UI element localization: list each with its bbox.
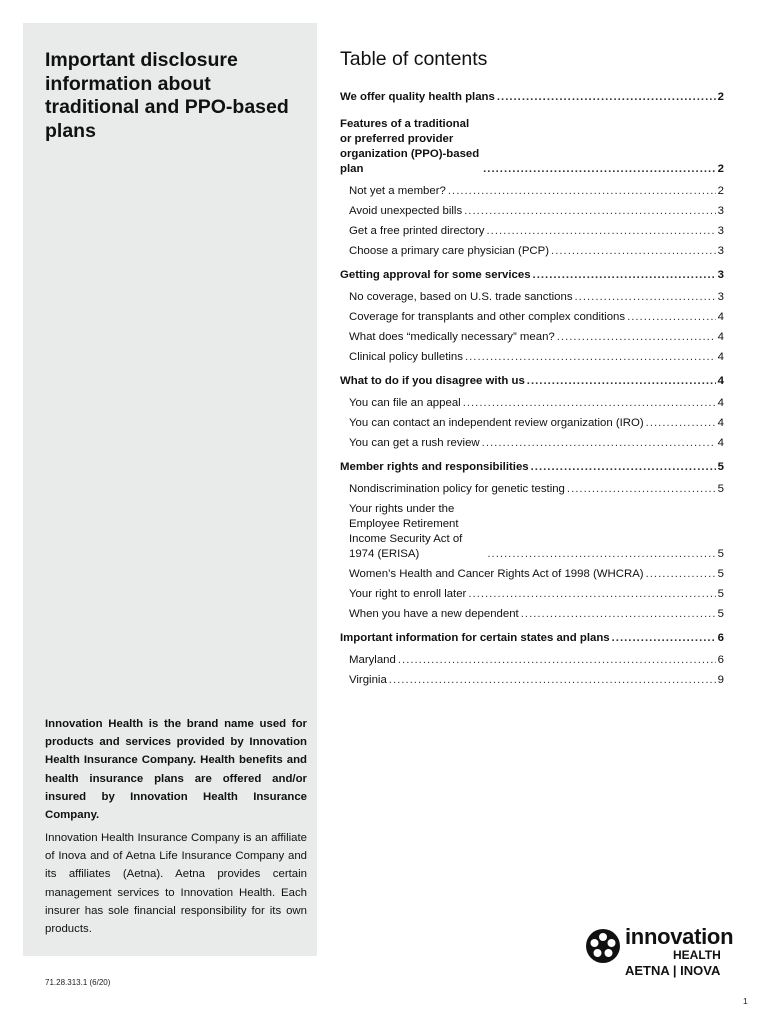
toc-subsection-entry[interactable] — [340, 310, 724, 325]
toc-leader-dots — [464, 204, 716, 219]
toc-leader-dots — [389, 673, 716, 688]
sidebar-panel — [23, 23, 317, 956]
toc-leader-dots — [557, 330, 716, 345]
toc-entry-page: 4 — [717, 351, 724, 363]
toc-leader-dots — [646, 416, 716, 431]
toc-entry-page: 5 — [717, 461, 724, 473]
toc-leader-dots — [482, 436, 716, 451]
toc-entry-label: Avoid unexpected bills — [349, 205, 463, 217]
toc-entry-page: 2 — [717, 185, 724, 197]
toc-leader-dots — [487, 224, 716, 239]
toc-subsection-entry[interactable] — [340, 653, 724, 668]
toc-subsection-entry[interactable] — [340, 587, 724, 602]
toc-leader-dots — [551, 244, 716, 259]
toc-leader-dots — [468, 587, 715, 602]
toc-heading: Table of contents — [340, 48, 488, 70]
toc-subsection-entry[interactable] — [340, 290, 724, 305]
logo-health: HEALTH — [673, 948, 721, 962]
toc-subsection-entry[interactable] — [340, 396, 724, 411]
toc-subsection-entry[interactable] — [340, 350, 724, 365]
toc-subsection-entry[interactable] — [340, 673, 724, 688]
toc-entry-page: 4 — [717, 331, 724, 343]
toc-entry-page: 2 — [717, 91, 724, 103]
toc-leader-dots — [527, 374, 716, 389]
toc-section-entry[interactable] — [340, 460, 724, 475]
toc-entry-label: Coverage for transplants and other complex conditions — [349, 311, 626, 323]
toc-entry-label: You can contact an independent review organization (IRO) — [349, 417, 644, 429]
toc-leader-dots — [533, 268, 716, 283]
toc-subsection-entry[interactable] — [340, 330, 724, 345]
toc-entry-page: 4 — [717, 375, 724, 387]
toc-entry-label: Maryland — [349, 654, 396, 666]
toc-entry-label: Member rights and responsibilities — [340, 461, 529, 473]
toc-entry-label: Women’s Health and Cancer Rights Act of 1998 (WHCRA) — [349, 568, 644, 580]
toc-leader-dots — [612, 631, 716, 646]
toc-section-entry[interactable] — [340, 268, 724, 283]
toc-entry-label: Nondiscrimination policy for genetic testing — [349, 483, 565, 495]
toc-entry-page: 4 — [717, 417, 724, 429]
toc-entry-page: 3 — [717, 291, 724, 303]
toc-subsection-entry[interactable] — [340, 184, 724, 199]
toc-entry-page: 4 — [717, 437, 724, 449]
toc-subsection-entry[interactable] — [340, 244, 724, 259]
toc-entry-page: 4 — [717, 397, 724, 409]
toc-leader-dots — [448, 184, 716, 199]
toc-leader-dots — [463, 396, 716, 411]
toc-entry-page: 5 — [717, 608, 724, 620]
brand-statement: Innovation Health is the brand name used for products and services provided by Innovation Health Insurance Company. Health benefits and health insurance plans are offered and/or insured by Innovation Health Insurance Company. — [45, 718, 307, 822]
toc-entry-label: Getting approval for some services — [340, 269, 531, 281]
toc-subsection-entry[interactable] — [340, 416, 724, 431]
toc-entry-label: No coverage, based on U.S. trade sanctions — [349, 291, 573, 303]
toc-entry-label: Your right to enroll later — [349, 588, 467, 600]
toc-entry-label: Clinical policy bulletins — [349, 351, 463, 363]
toc-entry-label: What does “medically necessary” mean? — [349, 331, 555, 343]
toc-section-entry[interactable] — [340, 117, 724, 177]
toc-leader-dots — [521, 607, 716, 622]
toc-subsection-entry[interactable] — [340, 224, 724, 239]
toc-leader-dots — [483, 162, 716, 177]
toc-entry-page: 3 — [717, 245, 724, 257]
toc-leader-dots — [627, 310, 716, 325]
toc-leader-dots — [531, 460, 716, 475]
toc-section-entry[interactable] — [340, 374, 724, 389]
toc-entry-page: 4 — [717, 311, 724, 323]
toc-entry-page: 6 — [717, 632, 724, 644]
toc-entry-label: Virginia — [349, 674, 387, 686]
toc-entry-page: 5 — [717, 588, 724, 600]
toc-entry-label: You can get a rush review — [349, 437, 480, 449]
toc-entry-label: Get a free printed directory — [349, 225, 485, 237]
toc-entry-page: 3 — [717, 225, 724, 237]
toc-leader-dots — [646, 567, 716, 582]
toc-subsection-entry[interactable] — [340, 502, 724, 562]
toc-section-entry[interactable] — [340, 90, 724, 105]
toc-leader-dots — [497, 90, 716, 105]
toc-list — [340, 90, 724, 688]
innovation-health-logo — [585, 924, 734, 980]
document-title: Important disclosure information about traditional and PPO-based plans — [45, 49, 289, 142]
toc-subsection-entry[interactable] — [340, 436, 724, 451]
toc-leader-dots — [398, 653, 716, 668]
toc-subsection-entry[interactable] — [340, 567, 724, 582]
toc-entry-page: 6 — [717, 654, 724, 666]
logo-mark-icon — [585, 928, 621, 964]
logo-wordmark: innovation — [625, 924, 734, 949]
toc-leader-dots — [567, 482, 716, 497]
logo-partners: AETNA | INOVA — [625, 963, 721, 978]
affiliate-statement: Innovation Health Insurance Company is an affiliate of Inova and of Aetna Life Insurance Company and its affiliates (Aetna). Aetna provides certain management services to Innovation Health. Each insurer has sole financial responsibility for its own products. — [45, 832, 307, 936]
toc-section-entry[interactable] — [340, 631, 724, 646]
toc-leader-dots — [487, 547, 715, 562]
toc-subsection-entry[interactable] — [340, 607, 724, 622]
toc-entry-label: Important information for certain states and plans — [340, 632, 610, 644]
toc-entry-label: Not yet a member? — [349, 185, 446, 197]
toc-entry-label: We offer quality health plans — [340, 91, 495, 103]
toc-entry-page: 3 — [717, 205, 724, 217]
toc-entry-page: 9 — [717, 674, 724, 686]
toc-entry-label: Features of a traditional or preferred provider organization (PPO)-based plan — [340, 118, 480, 175]
page-number: 1 — [743, 996, 748, 1006]
toc-entry-page: 5 — [717, 548, 724, 560]
toc-leader-dots — [465, 350, 716, 365]
toc-entry-page: 3 — [717, 269, 724, 281]
table-of-contents — [340, 46, 724, 693]
document-code: 71.28.313.1 (6/20) — [45, 978, 111, 987]
toc-subsection-entry[interactable] — [340, 204, 724, 219]
toc-entry-page: 2 — [717, 163, 724, 175]
toc-entry-label: Your rights under the Employee Retirement Income Security Act of 1974 (ERISA) — [349, 503, 463, 560]
toc-entry-label: You can file an appeal — [349, 397, 461, 409]
toc-entry-label: What to do if you disagree with us — [340, 375, 525, 387]
toc-entry-label: When you have a new dependent — [349, 608, 519, 620]
toc-entry-page: 5 — [717, 483, 724, 495]
toc-leader-dots — [575, 290, 716, 305]
toc-entry-page: 5 — [717, 568, 724, 580]
toc-subsection-entry[interactable] — [340, 482, 724, 497]
toc-entry-label: Choose a primary care physician (PCP) — [349, 245, 550, 257]
